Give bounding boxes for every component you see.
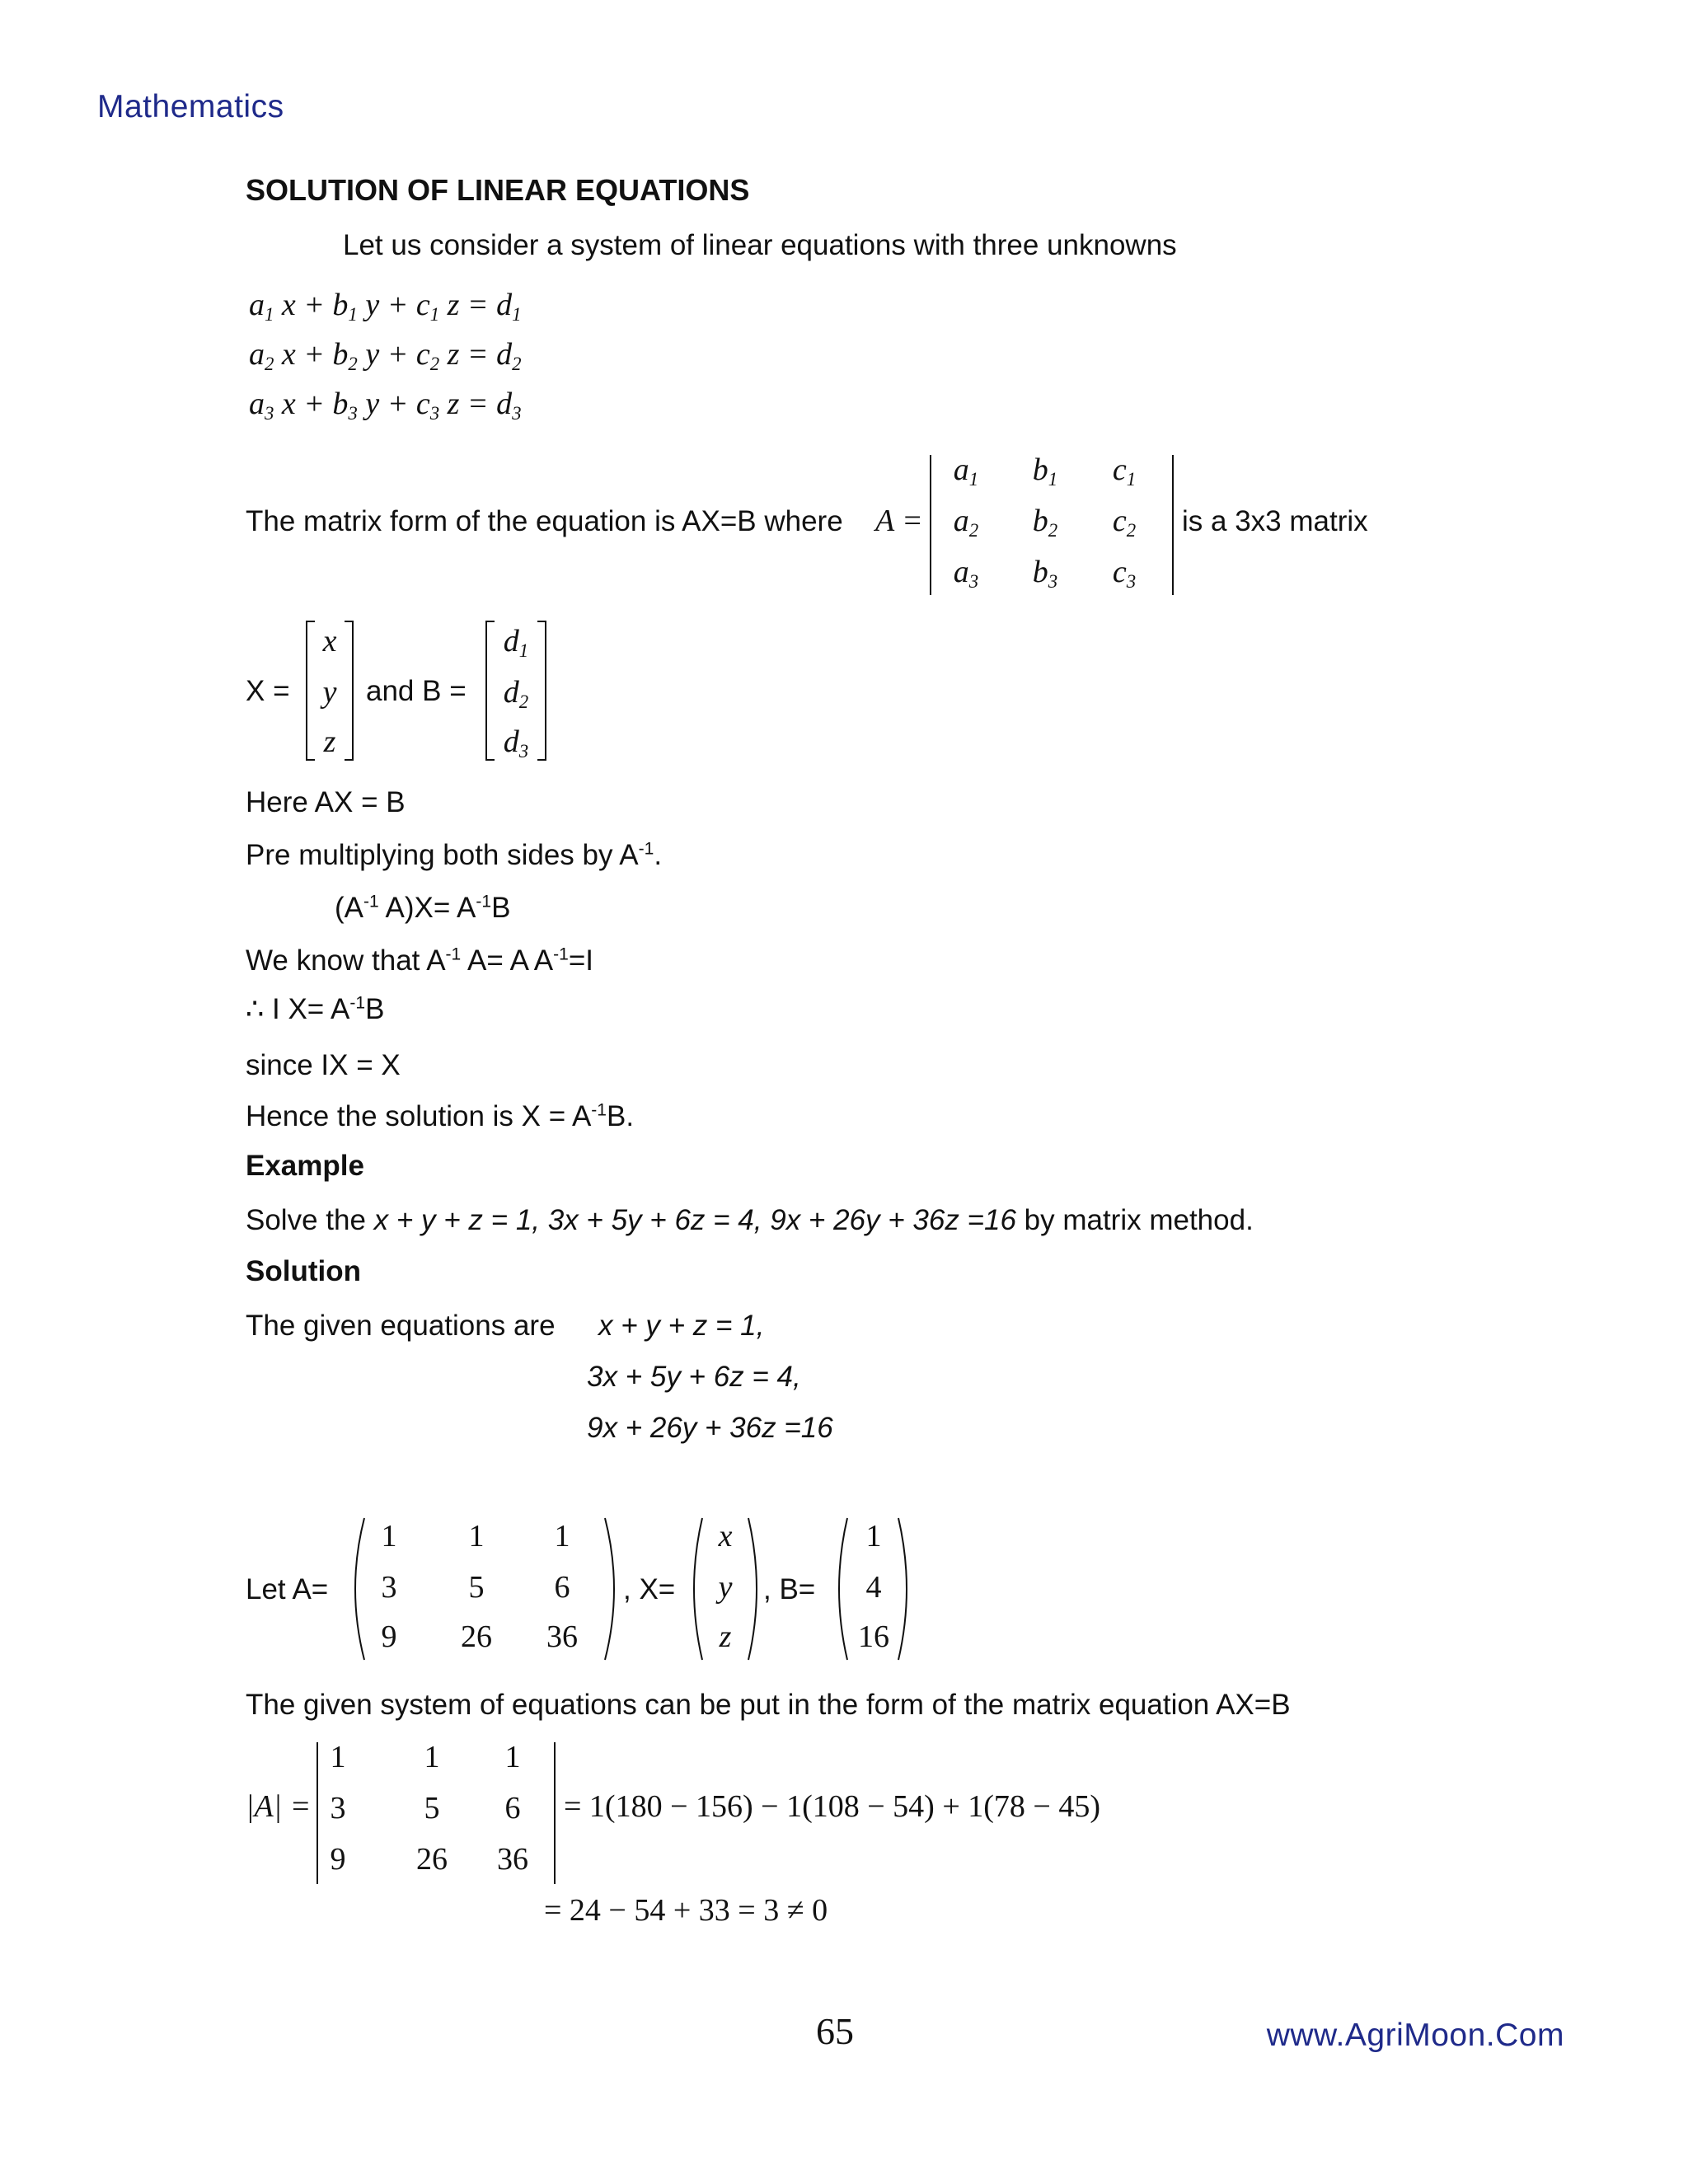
general-equation-3: $a_3$ $x + b_3$ $y + c_3$ $z = d_3$ <box>249 387 522 424</box>
matrix-b-vector: 1 4 16 <box>829 1515 917 1663</box>
derivation-line-1: Here AX = B <box>246 786 406 818</box>
matrix-a-symbol: A = <box>875 504 923 538</box>
let-a-label: Let A= <box>246 1573 329 1605</box>
section-title: SOLUTION OF LINEAR EQUATIONS <box>246 173 750 207</box>
general-equation-1: $a_1$ $x + b_1$ $y + c_1$ $z = d_1$ <box>249 288 522 325</box>
matrix-form-tail: is a 3x3 matrix <box>1182 505 1368 537</box>
page-number: 65 <box>816 2010 854 2052</box>
general-equation-2: $a_2$ $x + b_2$ $y + c_2$ $z = d_2$ <box>249 337 522 374</box>
determinant-matrix: 1 1 1 3 5 6 9 26 36 <box>316 1739 556 1886</box>
derivation-line-3: ($A^{-1}$ $A)X= A^{-1}B$ <box>335 892 511 924</box>
example-heading: Example <box>246 1150 364 1182</box>
derivation-line-7: Hence the solution is $X = A^{-1}B$. <box>246 1100 635 1132</box>
matrix-x-vector: x y z <box>684 1515 767 1663</box>
matrix-a-numeric: 1 1 1 3 5 6 9 26 36 <box>345 1515 625 1663</box>
derivation-line-5: ∴ I $X= A^{-1}B$ <box>246 993 385 1025</box>
section-intro: Let us consider a system of linear equations with three unknowns <box>343 229 1177 261</box>
matrix-equation-statement: The given system of equations can be put in the form of the matrix equation AX=B <box>246 1689 1291 1721</box>
matrix-a-general: $a_1$ $b_1$ $c_1$ $a_2$ $b_2$ $c_2$ $a_3$ $b_3$ $c_3$ <box>930 452 1174 597</box>
example-problem: Solve the x + y + z = 1, 3x + 5y + 6z = 4, 9x + 26y + 36z =16 by matrix method. <box>246 1204 1254 1236</box>
determinant-lhs: |A| = <box>246 1789 312 1824</box>
given-label: The given equations are <box>246 1310 556 1342</box>
therefore-symbol: ∴ <box>246 993 265 1025</box>
b-label: , B= <box>763 1573 816 1605</box>
given-equation-1: x + y + z = 1, <box>598 1310 765 1342</box>
determinant-expansion: = 1(180 − 156) − 1(108 − 54) + 1(78 − 45) <box>564 1789 1101 1824</box>
footer-site-link[interactable]: www.AgriMoon.Com <box>1266 2018 1564 2053</box>
given-equation-3: 9x + 26y + 36z =16 <box>587 1412 833 1444</box>
given-equation-2: 3x + 5y + 6z = 4, <box>587 1361 801 1393</box>
matrix-form-lead: The matrix form of the equation is AX=B where <box>246 505 843 537</box>
derivation-line-6: since IX = X <box>246 1049 401 1081</box>
header-subject: Mathematics <box>97 89 284 124</box>
x-column-vector: x y z <box>305 620 354 762</box>
x-label: , X= <box>623 1573 676 1605</box>
derivation-line-2: Pre multiplying both sides by $A^{-1}$. <box>246 839 663 871</box>
solution-heading: Solution <box>246 1255 361 1287</box>
b-def-label: and B = <box>366 675 467 707</box>
determinant-result: = 24 − 54 + 33 = 3 ≠ 0 <box>544 1893 828 1928</box>
x-def-label: X = <box>246 675 290 707</box>
derivation-line-4: We know that $A^{-1}$ A= A $A^{-1}=I$ <box>246 944 594 977</box>
b-column-vector: $d_1$ $d_2$ $d_3$ <box>485 620 547 762</box>
